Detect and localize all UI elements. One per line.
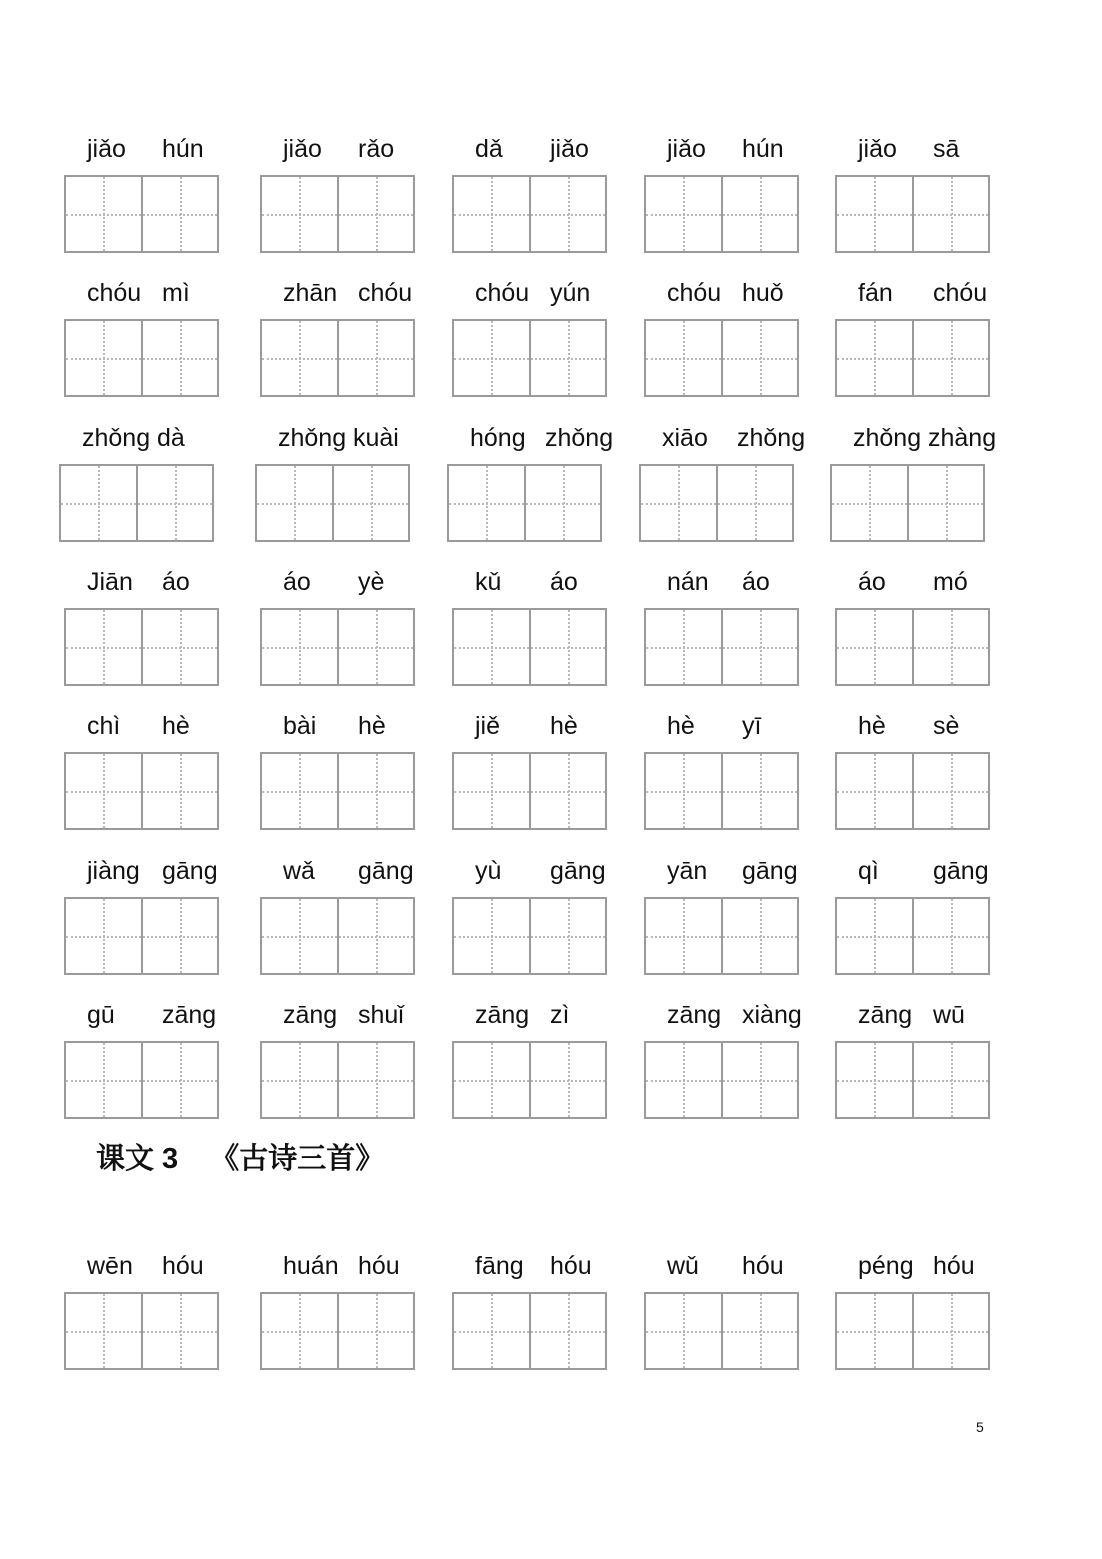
pinyin-syllable: áo bbox=[162, 568, 190, 596]
character-box[interactable] bbox=[262, 754, 337, 828]
character-box[interactable] bbox=[141, 177, 218, 251]
character-box[interactable] bbox=[66, 754, 141, 828]
character-box[interactable] bbox=[337, 177, 414, 251]
character-box[interactable] bbox=[141, 610, 218, 684]
pinyin-label bbox=[830, 420, 997, 456]
character-box[interactable] bbox=[912, 1294, 989, 1368]
character-box[interactable] bbox=[66, 610, 141, 684]
word-item bbox=[452, 997, 612, 1127]
writing-grid[interactable] bbox=[639, 464, 794, 542]
character-box[interactable] bbox=[454, 177, 529, 251]
pinyin-syllable: sā bbox=[933, 135, 960, 163]
pinyin-label bbox=[452, 275, 612, 311]
writing-grid[interactable] bbox=[64, 752, 219, 830]
character-box[interactable] bbox=[646, 1043, 721, 1117]
character-box[interactable] bbox=[136, 466, 213, 540]
character-box[interactable] bbox=[907, 466, 984, 540]
word-item bbox=[835, 275, 995, 405]
character-box[interactable] bbox=[529, 899, 606, 973]
word-item bbox=[452, 564, 612, 694]
writing-grid[interactable] bbox=[644, 319, 799, 397]
pinyin-syllable: hè bbox=[667, 712, 695, 740]
writing-grid[interactable] bbox=[452, 608, 607, 686]
writing-grid[interactable] bbox=[64, 1041, 219, 1119]
pinyin-label bbox=[644, 1248, 804, 1284]
character-box[interactable] bbox=[337, 610, 414, 684]
pinyin-label bbox=[644, 131, 804, 167]
word-item bbox=[644, 1248, 804, 1378]
character-box[interactable] bbox=[912, 754, 989, 828]
writing-grid[interactable] bbox=[644, 897, 799, 975]
character-box[interactable] bbox=[337, 754, 414, 828]
character-box[interactable] bbox=[646, 1294, 721, 1368]
pinyin-syllable: yī bbox=[742, 712, 762, 740]
pinyin-label bbox=[260, 997, 420, 1033]
word-item bbox=[59, 420, 219, 550]
page-number: 5 bbox=[976, 1419, 984, 1435]
pinyin-syllable: hóu bbox=[162, 1252, 204, 1280]
word-item bbox=[452, 275, 612, 405]
character-box[interactable] bbox=[837, 321, 912, 395]
pinyin-syllable: zhǒng bbox=[737, 424, 806, 452]
pinyin-syllable: rǎo bbox=[358, 135, 395, 163]
pinyin-syllable: hè bbox=[162, 712, 190, 740]
pinyin-label bbox=[835, 1248, 995, 1284]
pinyin-syllable: yù bbox=[475, 857, 502, 885]
pinyin-syllable: wǎ bbox=[283, 857, 315, 885]
word-item bbox=[64, 997, 224, 1127]
pinyin-label bbox=[644, 997, 804, 1033]
pinyin-label bbox=[64, 131, 224, 167]
pinyin-syllable: zhǒng bbox=[853, 424, 922, 452]
pinyin-label bbox=[64, 1248, 224, 1284]
pinyin-syllable: kuài bbox=[353, 424, 399, 452]
character-box[interactable] bbox=[837, 610, 912, 684]
word-item bbox=[260, 853, 420, 983]
pinyin-syllable: gāng bbox=[358, 857, 414, 885]
writing-grid[interactable] bbox=[255, 464, 410, 542]
word-item bbox=[64, 131, 224, 261]
character-box[interactable] bbox=[332, 466, 409, 540]
pinyin-syllable: jiǎo bbox=[550, 135, 589, 163]
writing-grid[interactable] bbox=[260, 752, 415, 830]
pinyin-syllable: gāng bbox=[550, 857, 606, 885]
character-box[interactable] bbox=[66, 1043, 141, 1117]
word-row bbox=[0, 1248, 1102, 1378]
pinyin-label bbox=[452, 564, 612, 600]
character-box[interactable] bbox=[257, 466, 332, 540]
character-box[interactable] bbox=[454, 899, 529, 973]
word-item bbox=[260, 131, 420, 261]
character-box[interactable] bbox=[449, 466, 524, 540]
pinyin-syllable: huǒ bbox=[742, 279, 784, 307]
character-box[interactable] bbox=[141, 899, 218, 973]
character-box[interactable] bbox=[721, 899, 798, 973]
pinyin-syllable: zāng bbox=[475, 1001, 530, 1029]
character-box[interactable] bbox=[837, 177, 912, 251]
word-item bbox=[835, 708, 995, 838]
word-item bbox=[452, 708, 612, 838]
word-item bbox=[644, 997, 804, 1127]
character-box[interactable] bbox=[66, 177, 141, 251]
pinyin-label bbox=[644, 564, 804, 600]
pinyin-syllable: zāng bbox=[667, 1001, 722, 1029]
pinyin-syllable: wǔ bbox=[667, 1252, 699, 1280]
pinyin-label bbox=[644, 853, 804, 889]
character-box[interactable] bbox=[721, 610, 798, 684]
word-row bbox=[0, 275, 1102, 405]
character-box[interactable] bbox=[716, 466, 793, 540]
pinyin-syllable: jiě bbox=[475, 712, 501, 740]
pinyin-syllable: chóu bbox=[475, 279, 530, 307]
writing-grid[interactable] bbox=[64, 608, 219, 686]
pinyin-label bbox=[452, 1248, 612, 1284]
pinyin-label bbox=[260, 275, 420, 311]
character-box[interactable] bbox=[837, 1294, 912, 1368]
pinyin-syllable: wū bbox=[933, 1001, 965, 1029]
character-box[interactable] bbox=[529, 1294, 606, 1368]
character-box[interactable] bbox=[641, 466, 716, 540]
character-box[interactable] bbox=[912, 610, 989, 684]
pinyin-syllable: wēn bbox=[87, 1252, 133, 1280]
character-box[interactable] bbox=[529, 177, 606, 251]
word-item bbox=[835, 564, 995, 694]
lesson-title: 《古诗三首》 bbox=[210, 1143, 385, 1175]
word-item bbox=[452, 131, 612, 261]
writing-grid[interactable] bbox=[260, 319, 415, 397]
character-box[interactable] bbox=[66, 321, 141, 395]
pinyin-syllable: hóng bbox=[470, 424, 526, 452]
pinyin-label bbox=[59, 420, 219, 456]
word-item bbox=[644, 275, 804, 405]
character-box[interactable] bbox=[61, 466, 136, 540]
word-row bbox=[0, 420, 1102, 550]
word-item bbox=[644, 708, 804, 838]
word-item bbox=[835, 853, 995, 983]
pinyin-syllable: gāng bbox=[933, 857, 989, 885]
pinyin-label bbox=[255, 420, 415, 456]
pinyin-syllable: yè bbox=[358, 568, 385, 596]
writing-grid[interactable] bbox=[260, 1292, 415, 1370]
word-item bbox=[260, 997, 420, 1127]
pinyin-syllable: Jiān bbox=[87, 568, 133, 596]
writing-grid[interactable] bbox=[644, 1292, 799, 1370]
character-box[interactable] bbox=[141, 1043, 218, 1117]
pinyin-syllable: hún bbox=[742, 135, 784, 163]
pinyin-syllable: kǔ bbox=[475, 568, 502, 596]
writing-grid[interactable] bbox=[835, 897, 990, 975]
pinyin-syllable: gāng bbox=[162, 857, 218, 885]
character-box[interactable] bbox=[529, 1043, 606, 1117]
character-box[interactable] bbox=[141, 754, 218, 828]
pinyin-syllable: qì bbox=[858, 857, 879, 885]
pinyin-syllable: dǎ bbox=[475, 135, 503, 163]
pinyin-label bbox=[639, 420, 806, 456]
pinyin-label bbox=[835, 853, 995, 889]
writing-grid[interactable] bbox=[64, 1292, 219, 1370]
pinyin-label bbox=[644, 275, 804, 311]
writing-grid[interactable] bbox=[64, 897, 219, 975]
writing-grid[interactable] bbox=[835, 175, 990, 253]
word-item bbox=[64, 853, 224, 983]
pinyin-syllable: zhǒng bbox=[545, 424, 614, 452]
word-row bbox=[0, 997, 1102, 1127]
character-box[interactable] bbox=[721, 177, 798, 251]
character-box[interactable] bbox=[66, 899, 141, 973]
pinyin-label bbox=[452, 708, 612, 744]
pinyin-syllable: chóu bbox=[933, 279, 988, 307]
character-box[interactable] bbox=[912, 321, 989, 395]
word-item bbox=[260, 275, 420, 405]
character-box[interactable] bbox=[912, 177, 989, 251]
writing-grid[interactable] bbox=[64, 175, 219, 253]
pinyin-label bbox=[835, 997, 995, 1033]
writing-grid[interactable] bbox=[835, 752, 990, 830]
character-box[interactable] bbox=[454, 1043, 529, 1117]
pinyin-syllable: jiǎo bbox=[858, 135, 897, 163]
character-box[interactable] bbox=[454, 754, 529, 828]
pinyin-label bbox=[260, 853, 420, 889]
pinyin-syllable: jiǎo bbox=[283, 135, 322, 163]
pinyin-syllable: mó bbox=[933, 568, 968, 596]
pinyin-syllable: nán bbox=[667, 568, 709, 596]
pinyin-syllable: dà bbox=[157, 424, 185, 452]
pinyin-syllable: jiàng bbox=[87, 857, 140, 885]
pinyin-label bbox=[452, 853, 612, 889]
word-item bbox=[64, 708, 224, 838]
character-box[interactable] bbox=[262, 321, 337, 395]
writing-grid[interactable] bbox=[644, 175, 799, 253]
pinyin-syllable: hè bbox=[858, 712, 886, 740]
pinyin-label bbox=[260, 564, 420, 600]
pinyin-syllable: shuǐ bbox=[358, 1001, 404, 1029]
pinyin-label bbox=[64, 275, 224, 311]
character-box[interactable] bbox=[721, 754, 798, 828]
writing-grid[interactable] bbox=[260, 608, 415, 686]
pinyin-label bbox=[644, 708, 804, 744]
pinyin-label bbox=[835, 708, 995, 744]
pinyin-syllable: zhān bbox=[283, 279, 338, 307]
character-box[interactable] bbox=[337, 1294, 414, 1368]
pinyin-syllable: hè bbox=[358, 712, 386, 740]
word-row bbox=[0, 564, 1102, 694]
word-item bbox=[644, 853, 804, 983]
pinyin-syllable: huán bbox=[283, 1252, 339, 1280]
pinyin-label bbox=[260, 1248, 420, 1284]
pinyin-syllable: gāng bbox=[742, 857, 798, 885]
pinyin-syllable: xiāo bbox=[662, 424, 708, 452]
pinyin-label bbox=[260, 708, 420, 744]
pinyin-syllable: fán bbox=[858, 279, 893, 307]
pinyin-syllable: chóu bbox=[358, 279, 413, 307]
character-box[interactable] bbox=[337, 1043, 414, 1117]
writing-grid[interactable] bbox=[835, 608, 990, 686]
word-item bbox=[255, 420, 415, 550]
word-item bbox=[835, 1248, 995, 1378]
pinyin-label bbox=[64, 708, 224, 744]
writing-grid[interactable] bbox=[452, 319, 607, 397]
character-box[interactable] bbox=[141, 1294, 218, 1368]
pinyin-syllable: zhàng bbox=[928, 424, 997, 452]
pinyin-syllable: áo bbox=[858, 568, 886, 596]
character-box[interactable] bbox=[262, 899, 337, 973]
writing-grid[interactable] bbox=[835, 319, 990, 397]
character-box[interactable] bbox=[837, 899, 912, 973]
pinyin-syllable: jiǎo bbox=[87, 135, 126, 163]
character-box[interactable] bbox=[912, 1043, 989, 1117]
word-item bbox=[835, 131, 995, 261]
pinyin-syllable: yān bbox=[667, 857, 708, 885]
pinyin-label bbox=[835, 275, 995, 311]
pinyin-label bbox=[64, 853, 224, 889]
writing-grid[interactable] bbox=[835, 1041, 990, 1119]
pinyin-syllable: zì bbox=[550, 1001, 570, 1029]
pinyin-syllable: zhǒng bbox=[82, 424, 151, 452]
word-item bbox=[644, 564, 804, 694]
character-box[interactable] bbox=[262, 1294, 337, 1368]
character-box[interactable] bbox=[454, 610, 529, 684]
character-box[interactable] bbox=[721, 1294, 798, 1368]
writing-grid[interactable] bbox=[452, 1041, 607, 1119]
character-box[interactable] bbox=[337, 321, 414, 395]
pinyin-syllable: sè bbox=[933, 712, 960, 740]
character-box[interactable] bbox=[646, 610, 721, 684]
pinyin-label bbox=[64, 997, 224, 1033]
writing-grid[interactable] bbox=[447, 464, 602, 542]
pinyin-syllable: hóu bbox=[550, 1252, 592, 1280]
word-item bbox=[64, 1248, 224, 1378]
pinyin-label bbox=[835, 131, 995, 167]
word-item bbox=[639, 420, 806, 550]
pinyin-syllable: hóu bbox=[358, 1252, 400, 1280]
pinyin-syllable: mì bbox=[162, 279, 190, 307]
pinyin-label bbox=[260, 131, 420, 167]
writing-grid[interactable] bbox=[64, 319, 219, 397]
writing-grid[interactable] bbox=[452, 752, 607, 830]
word-row bbox=[0, 853, 1102, 983]
pinyin-syllable: áo bbox=[742, 568, 770, 596]
character-box[interactable] bbox=[454, 321, 529, 395]
pinyin-syllable: chì bbox=[87, 712, 121, 740]
character-box[interactable] bbox=[529, 321, 606, 395]
writing-grid[interactable] bbox=[830, 464, 985, 542]
pinyin-label bbox=[452, 997, 612, 1033]
character-box[interactable] bbox=[141, 321, 218, 395]
writing-grid[interactable] bbox=[260, 1041, 415, 1119]
word-row bbox=[0, 131, 1102, 261]
writing-grid[interactable] bbox=[452, 897, 607, 975]
character-box[interactable] bbox=[912, 899, 989, 973]
word-item bbox=[835, 997, 995, 1127]
pinyin-syllable: áo bbox=[550, 568, 578, 596]
word-item bbox=[452, 1248, 612, 1378]
character-box[interactable] bbox=[646, 754, 721, 828]
writing-grid[interactable] bbox=[644, 1041, 799, 1119]
writing-grid[interactable] bbox=[260, 897, 415, 975]
word-item bbox=[64, 275, 224, 405]
writing-grid[interactable] bbox=[452, 1292, 607, 1370]
pinyin-syllable: zāng bbox=[283, 1001, 338, 1029]
pinyin-syllable: jiǎo bbox=[667, 135, 706, 163]
pinyin-syllable: zāng bbox=[162, 1001, 217, 1029]
pinyin-syllable: zāng bbox=[858, 1001, 913, 1029]
pinyin-syllable: hún bbox=[162, 135, 204, 163]
character-box[interactable] bbox=[524, 466, 601, 540]
character-box[interactable] bbox=[262, 610, 337, 684]
character-box[interactable] bbox=[337, 899, 414, 973]
character-box[interactable] bbox=[832, 466, 907, 540]
character-box[interactable] bbox=[837, 1043, 912, 1117]
character-box[interactable] bbox=[262, 177, 337, 251]
pinyin-syllable: áo bbox=[283, 568, 311, 596]
character-box[interactable] bbox=[529, 610, 606, 684]
character-box[interactable] bbox=[721, 321, 798, 395]
writing-grid[interactable] bbox=[452, 175, 607, 253]
pinyin-syllable: xiàng bbox=[742, 1001, 802, 1029]
word-item bbox=[64, 564, 224, 694]
character-box[interactable] bbox=[66, 1294, 141, 1368]
pinyin-syllable: gū bbox=[87, 1001, 115, 1029]
pinyin-syllable: péng bbox=[858, 1252, 914, 1280]
writing-grid[interactable] bbox=[59, 464, 214, 542]
pinyin-label bbox=[447, 420, 614, 456]
section-heading bbox=[96, 1136, 384, 1177]
writing-grid[interactable] bbox=[260, 175, 415, 253]
pinyin-syllable: chóu bbox=[87, 279, 142, 307]
character-box[interactable] bbox=[646, 177, 721, 251]
character-box[interactable] bbox=[646, 321, 721, 395]
pinyin-syllable: hè bbox=[550, 712, 578, 740]
writing-grid[interactable] bbox=[644, 752, 799, 830]
writing-grid[interactable] bbox=[835, 1292, 990, 1370]
pinyin-syllable: bài bbox=[283, 712, 317, 740]
pinyin-label bbox=[64, 564, 224, 600]
pinyin-label bbox=[452, 131, 612, 167]
character-box[interactable] bbox=[646, 899, 721, 973]
pinyin-label bbox=[835, 564, 995, 600]
pinyin-syllable: yún bbox=[550, 279, 591, 307]
word-item bbox=[260, 564, 420, 694]
word-item bbox=[260, 1248, 420, 1378]
character-box[interactable] bbox=[262, 1043, 337, 1117]
word-row bbox=[0, 708, 1102, 838]
word-item bbox=[260, 708, 420, 838]
pinyin-syllable: hóu bbox=[933, 1252, 975, 1280]
character-box[interactable] bbox=[529, 754, 606, 828]
pinyin-syllable: chóu bbox=[667, 279, 722, 307]
character-box[interactable] bbox=[837, 754, 912, 828]
character-box[interactable] bbox=[454, 1294, 529, 1368]
lesson-number: 课文 3 bbox=[96, 1143, 179, 1175]
word-item bbox=[447, 420, 614, 550]
writing-grid[interactable] bbox=[644, 608, 799, 686]
pinyin-syllable: hóu bbox=[742, 1252, 784, 1280]
pinyin-syllable: fāng bbox=[475, 1252, 524, 1280]
word-item bbox=[830, 420, 997, 550]
word-item bbox=[452, 853, 612, 983]
word-item bbox=[644, 131, 804, 261]
pinyin-syllable: zhǒng bbox=[278, 424, 347, 452]
character-box[interactable] bbox=[721, 1043, 798, 1117]
